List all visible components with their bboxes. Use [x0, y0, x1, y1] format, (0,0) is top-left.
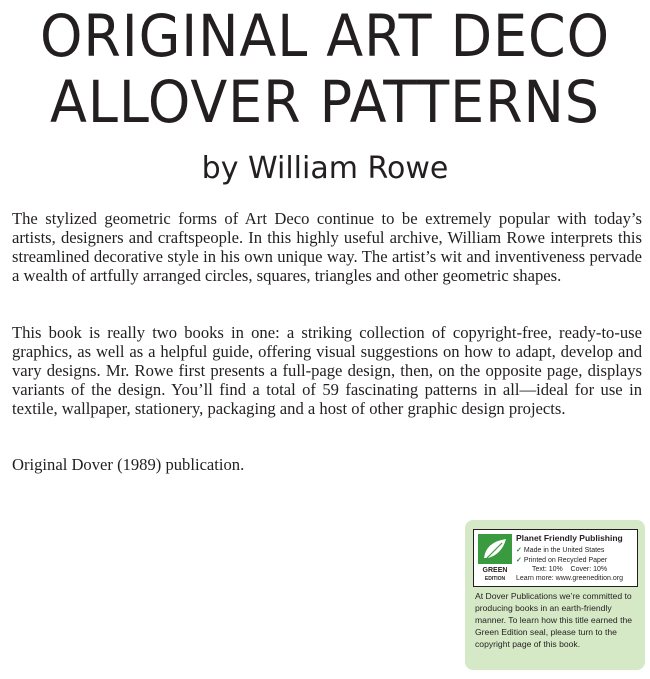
green-edition-description: At Dover Publications we’re committed to producing books in an earth-friendly manner. To learn how this title earned the Green Edition seal, please turn to the copyright page of this book. [475, 591, 633, 649]
seal-logo-text-edition: EDITION [484, 576, 506, 582]
green-edition-leaf-icon [478, 534, 512, 582]
checkmark-icon: ✓ [516, 547, 522, 554]
author-byline: by William Rowe [201, 151, 449, 186]
description-paragraph-1: The stylized geometric forms of Art Deco continue to be extremely popular with today’s artists, designers and craftspeople. In this highly useful archive, William Rowe interprets this streamlined decorative style in his own unique way. The artist’s wit and inventiveness pervade a wealth of artfully arranged circles, squares, triangles and other geometric shapes. [12, 209, 642, 285]
book-title-line-2: ALLOVER PATTERNS [50, 68, 600, 136]
publication-note: Original Dover (1989) publication. [12, 455, 245, 474]
green-edition-badge [465, 520, 645, 670]
seal-learn-more: Learn more: www.greenedition.org [516, 575, 624, 582]
checkmark-icon: ✓ [516, 557, 522, 564]
book-title-line-1: ORIGINAL ART DECO [39, 2, 611, 70]
seal-item-recycled-paper: ✓ Printed on Recycled Paper [516, 557, 608, 564]
description-paragraph-2: This book is really two books in one: a striking collection of copyright-free, ready-to-use graphics, as well as a helpful guide, offering visual suggestions on how to adapt, develop and vary designs. Mr. Rowe first presents a full-page design, then, on the opposite page, displays variants of the design. You’ll find a total of 59 fascinating patterns in all—ideal for use in textile, wallpaper, stationery, packaging and a host of other graphic design projects. [12, 323, 642, 418]
seal-item-made-in-us: ✓ Made in the United States [516, 547, 605, 554]
seal-recycled-percentages: Text: 10% Cover: 10% [532, 566, 608, 573]
seal-title: Planet Friendly Publishing [516, 533, 623, 543]
seal-logo-text-green: GREEN [482, 567, 508, 574]
green-edition-seal [473, 529, 638, 587]
